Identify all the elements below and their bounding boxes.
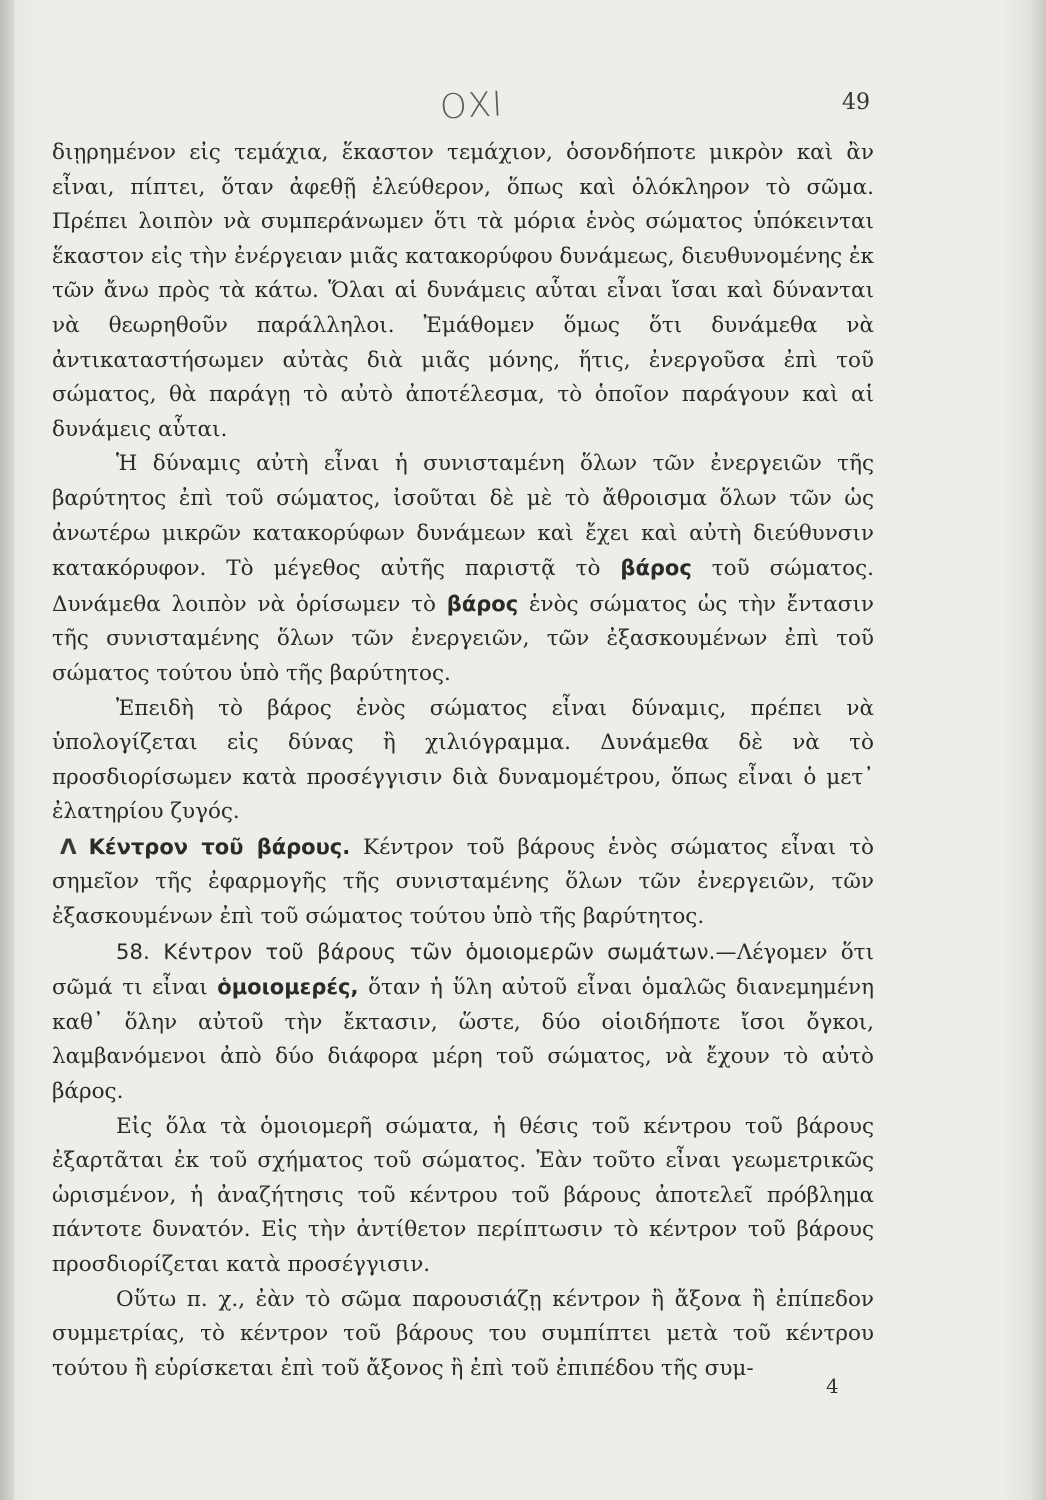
term-weight-2: βάρος xyxy=(446,591,519,616)
p2-text-before: Ἡ δύναμις αὐτὴ εἶναι ἡ συνισταμένη ὅλων τῶν ἐνεργειῶν τῆς βαρύτητος ἐπὶ τοῦ σώματος, ἰσοῦται δὲ μὲ τὸ ἄθροισμα ὅλων τῶν ὡς ἀνωτέρω μικρῶν κατακορύφων δυνάμεων καὶ ἔχει καὶ αὐτὴ διεύθυνσιν κατακόρυφον. Τὸ μέγεθος αὐτῆς παριστᾷ τὸ xyxy=(52,451,874,582)
section-heading-58: 58. Κέντρον τοῦ βάρους τῶν ὁμοιομερῶν σωμάτων.— xyxy=(116,939,737,964)
paragraph-3: Ἐπειδὴ τὸ βάρος ἑνὸς σώματος εἶναι δύναμις, πρέπει νὰ ὑπολογίζεται εἰς δύνας ἢ χιλιόγραμμα. Δυνάμεθα δὲ νὰ τὸ προσδιορίσωμεν κατὰ προσέγγισιν διὰ δυναμομέτρου, ὅπως εἶναι ὁ μετ᾿ ἐλατηρίου ζυγός. xyxy=(52,695,874,825)
paragraph-4 xyxy=(52,830,874,935)
page-number: 49 xyxy=(842,90,870,115)
paragraph-1: διῃρημένον εἰς τεμάχια, ἕκαστον τεμάχιον, ὁσονδήποτε μικρὸν καὶ ἂν εἶναι, πίπτει, ὅταν ἀφεθῇ ἐλεύθερον, ὅπως καὶ ὁλόκληρον τὸ σῶμα. Πρέπει λοιπὸν νὰ συμπεράνωμεν ὅτι τὰ μόρια ἑνὸς σώματος ὑπόκεινται ἕκαστον εἰς τὴν ἐνέργειαν μιᾶς κατακορύφου δυνάμεως, διευθυνομένης ἐκ τῶν ἄνω πρὸς τὰ κάτω. Ὅλαι αἱ δυνάμεις αὗται εἶναι ἴσαι καὶ δύνανται νὰ θεωρηθοῦν παράλληλοι. Ἐμάθομεν ὅμως ὅτι δυνάμεθα νὰ ἀντικαταστήσωμεν αὐτὰς διὰ μιᾶς μόνης, ἥτις, ἐνεργοῦσα ἐπὶ τοῦ σώματος, θὰ παράγῃ τὸ αὐτὸ ἀποτέλεσμα, τὸ ὁποῖον παράγουν καὶ αἱ δυνάμεις αὗται. xyxy=(52,140,874,442)
paragraph-7: Οὕτω π. χ., ἐὰν τὸ σῶμα παρουσιάζῃ κέντρον ἢ ἄξονα ἢ ἐπίπεδον συμμετρίας, τὸ κέντρον τοῦ βάρους του συμπίπτει μετὰ τοῦ κέντρου τούτου ἢ εὑρίσκεται ἐπὶ τοῦ ἄξονος ἢ ἐπὶ τοῦ ἐπιπέδου τῆς συμ- xyxy=(52,1286,874,1381)
paragraph-2 xyxy=(52,447,874,691)
handwritten-note: ΟΧΙ xyxy=(438,84,505,128)
page-binding-shadow xyxy=(0,0,14,1500)
term-homogeneous: ὁμοιομερές, xyxy=(217,975,359,1000)
p4-text: Κέντρον τοῦ βάρους ἑνὸς σώματος εἶναι τὸ σημεῖον τῆς ἐφαρμογῆς τῆς συνισταμένης ὅλων τῶν ἐνεργειῶν, τῶν ἐξασκουμένων ἐπὶ τοῦ σώματος τούτου ὑπὸ τῆς βαρύτητος. xyxy=(52,834,874,930)
p2-text-middle: τοῦ σώματος. Δυνάμεθα λοιπὸν νὰ ὁρίσωμεν τὸ xyxy=(52,556,874,617)
signature-mark: 4 xyxy=(826,1374,839,1398)
paragraph-5 xyxy=(52,935,874,1110)
p5-text-before: Λέγομεν ὅτι σῶμά τι εἶναι xyxy=(52,939,874,1001)
p2-text-after: ἑνὸς σώματος ὡς τὴν ἔντασιν τῆς συνισταμένης ὅλων τῶν ἐνεργειῶν, τῶν ἐξασκουμένων ἐπὶ τοῦ σώματος τούτου ὑπὸ τῆς βαρύτητος. xyxy=(52,591,874,686)
section-heading-center-of-gravity: Κέντρον τοῦ βάρους. xyxy=(88,834,351,859)
term-weight-1: βάρος xyxy=(620,556,692,581)
p5-text-after: ὅταν ἡ ὕλη αὐτοῦ εἶναι ὁμαλῶς διανεμημένη καθ᾿ ὅλην αὐτοῦ τὴν ἔκτασιν, ὥστε, δύο οἱοιδήποτε ἴσοι ὄγκοι, λαμβανόμενοι ἀπὸ δύο διάφορα μέρη τοῦ σώματος, νὰ ἔχουν τὸ αὐτὸ βάρος. xyxy=(52,975,874,1105)
margin-mark: Λ xyxy=(60,834,77,860)
body-text xyxy=(52,136,874,1386)
paragraph-6: Εἰς ὅλα τὰ ὁμοιομερῆ σώματα, ἡ θέσις τοῦ κέντρου τοῦ βάρους ἐξαρτᾶται ἐκ τοῦ σχήματος τοῦ σώματος. Ἐὰν τοῦτο εἶναι γεωμετρικῶς ὡρισμένον, ἡ ἀναζήτησις τοῦ κέντρου τοῦ βάρους ἀποτελεῖ πρόβλημα πάντοτε δυνατόν. Εἰς τὴν ἀντίθετον περίπτωσιν τὸ κέντρον τοῦ βάρους προσδιορίζεται κατὰ προσέγγισιν. xyxy=(52,1113,874,1277)
